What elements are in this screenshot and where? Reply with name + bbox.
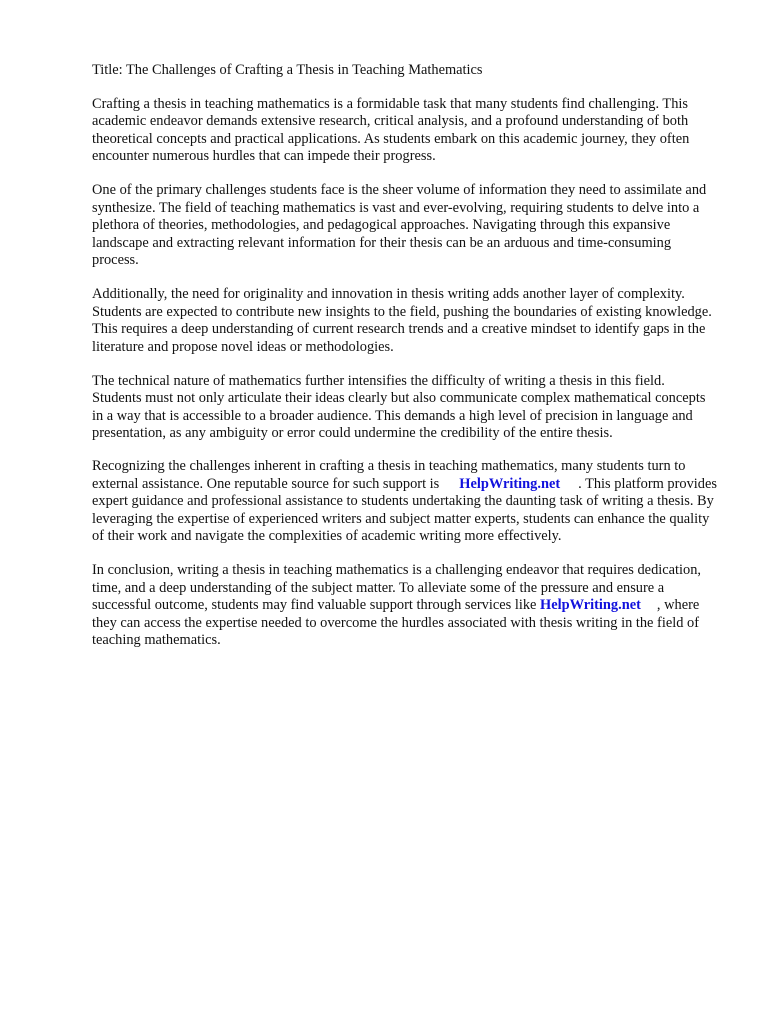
paragraph-originality: Additionally, the need for originality and innovation in thesis writing adds another layer of complexity. Students are expected to contribute new insights to the field, pushing the boundaries of existing knowledge. This requires a deep understanding of current research trends and a creative mindset to identify gaps in the literature and propose novel ideas or methodologies.	[92, 286, 712, 355]
paragraph-technical: The technical nature of mathematics further intensifies the difficulty of writing a thesis in this field. Students must not only articulate their ideas clearly but also communicate complex mathematical concepts in a way that is accessible to a broader audience. This demands a high level of precision in language and presentation, as any ambiguity or error could undermine the credibility of the entire thesis.	[92, 372, 706, 441]
paragraph-intro: Crafting a thesis in teaching mathematics is a formidable task that many students find challenging. This academic endeavor demands extensive research, critical analysis, and a profound understanding of both theoretical concepts and practical applications. As students embark on this academic journey, they often encounter numerous hurdles that can impede their progress.	[92, 95, 690, 164]
paragraph-assistance-text-start: Recognizing the challenges inherent in crafting a thesis in teaching mathematics, many students turn to external assistance. One reputable source for such support is	[92, 458, 686, 492]
document-title: Title: The Challenges of Crafting a Thesis in Teaching Mathematics	[92, 62, 483, 78]
helpwriting-link-conclusion[interactable]: HelpWriting.net	[540, 597, 641, 613]
paragraph-volume: One of the primary challenges students face is the sheer volume of information they need to assimilate and synthesize. The field of teaching mathematics is vast and ever-evolving, requiring students to delve into a plethora of theories, methodologies, and pedagogical approaches. Navigating through this expansive landscape and extracting relevant information for their thesis can be an arduous and time-consuming process.	[92, 182, 707, 268]
paragraph-assistance	[92, 458, 717, 546]
helpwriting-link[interactable]: HelpWriting.net	[459, 475, 561, 492]
paragraph-conclusion-text-end: , where they can access the expertise needed to overcome the hurdles associated with thesis writing in the field of teaching mathematics.	[92, 597, 700, 648]
paragraph-conclusion	[92, 562, 717, 650]
paragraph-conclusion-text-start: In conclusion, writing a thesis in teaching mathematics is a challenging endeavor that requires dedication, time, and a deep understanding of the subject matter. To alleviate some of the pressure and ensure a successful outcome, students may find valuable support through services like	[92, 562, 702, 613]
paragraph-assistance-text-end: . This platform provides expert guidance and professional assistance to students undertaking the daunting task of writing a thesis. By leveraging the expertise of experienced writers and subject matter experts, students can enhance the quality of their work and navigate the complexities of academic writing more effectively.	[92, 475, 717, 544]
